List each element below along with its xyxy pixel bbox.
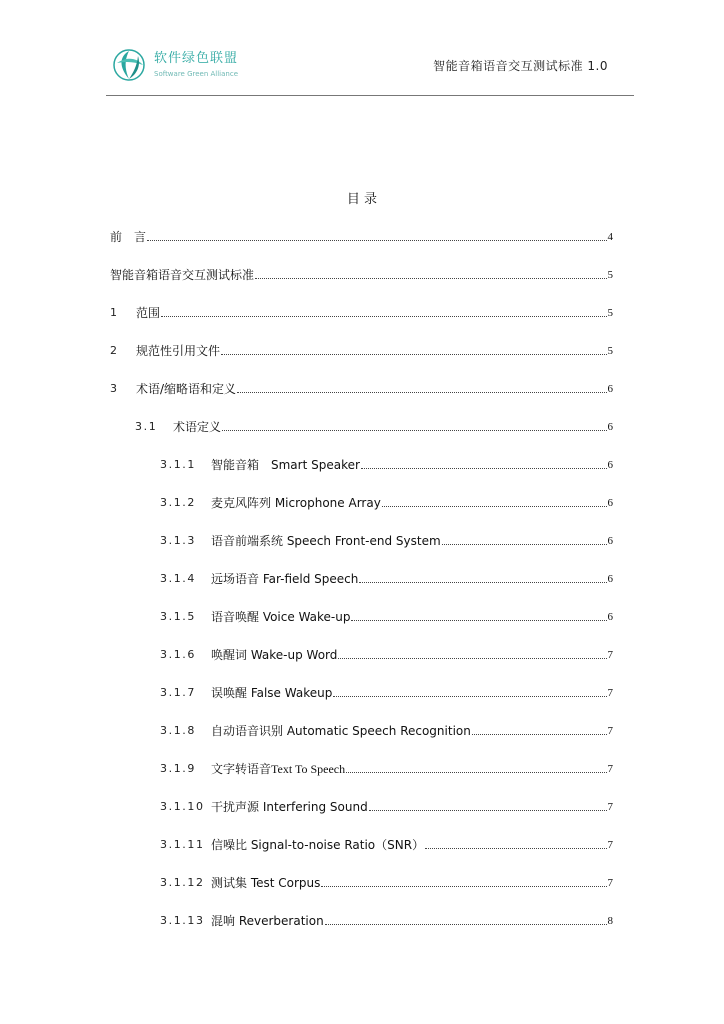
toc-entry-page: 6 [607,497,613,509]
toc-leader-dots [221,354,606,355]
table-of-contents [110,0,613,1024]
toc-entry[interactable] [160,872,613,890]
toc-entry-number: 3.1.11 [160,838,205,851]
toc-entry[interactable] [160,606,613,624]
toc-entry[interactable] [110,264,613,282]
toc-leader-dots [361,468,607,469]
toc-entry[interactable] [160,530,613,548]
org-name-en: Software Green Alliance [154,70,239,78]
toc-entry-title-en: Text To Speech [271,762,346,776]
toc-entry-page: 5 [607,307,613,319]
toc-entry[interactable] [160,910,613,928]
toc-entry-number: 3.1.5 [160,610,196,623]
toc-entry[interactable] [110,302,613,320]
toc-leader-dots [325,924,607,925]
toc-entry-title: 误唤醒 False Wakeup [211,686,333,700]
toc-leader-dots [442,544,607,545]
toc-entry-page: 7 [607,801,613,813]
toc-entry[interactable] [160,758,613,776]
toc-leader-dots [321,886,606,887]
toc-entry-page: 6 [607,573,613,585]
toc-leader-dots [472,734,607,735]
toc-entry-number: 3.1.13 [160,914,205,927]
toc-entry-page: 8 [607,915,613,927]
toc-entry-page: 6 [607,459,613,471]
toc-entry[interactable] [160,834,613,852]
toc-entry-number: 3.1.2 [160,496,196,509]
toc-entry-title: 智能音箱 Smart Speaker [211,458,360,472]
toc-entry[interactable] [160,568,613,586]
toc-heading: 目 录 [346,192,378,207]
toc-entry[interactable] [135,416,613,434]
toc-entry-page: 5 [607,269,613,281]
toc-entry-page: 6 [607,535,613,547]
toc-entry[interactable] [160,644,613,662]
toc-entry[interactable] [160,454,613,472]
toc-entry-page: 7 [607,877,613,889]
toc-entry[interactable] [110,378,613,396]
toc-entry-title: 自动语音识别 Automatic Speech Recognition [211,724,471,738]
toc-entry[interactable] [110,340,613,358]
toc-entry-page: 7 [607,649,613,661]
toc-entry-page: 6 [607,611,613,623]
toc-entry-page: 7 [607,687,613,699]
toc-leader-dots [369,810,607,811]
toc-leader-dots [147,240,606,241]
org-name-cn: 软件绿色联盟 [154,51,239,66]
toc-entry[interactable] [110,226,613,244]
toc-entry-page: 6 [607,383,613,395]
toc-entry-number: 3.1 [135,420,158,433]
toc-entry-title: 语音唤醒 Voice Wake-up [211,610,351,624]
toc-entry-title: 信噪比 Signal-to-noise Ratio（SNR） [211,838,425,852]
toc-entry[interactable] [160,682,613,700]
toc-entry-page: 5 [607,345,613,357]
toc-entry-number: 1 [110,306,119,319]
document-title: 智能音箱语音交互测试标准 1.0 [433,59,608,73]
toc-entry-title: 智能音箱语音交互测试标准 [110,268,255,282]
toc-entry-number: 3.1.4 [160,572,196,585]
toc-entry-title: 干扰声源 Interfering Sound [211,800,368,814]
toc-entry-title: 规范性引用文件 [136,344,221,358]
toc-entry-title: 范围 [136,306,161,320]
toc-entry-number: 3.1.9 [160,762,196,775]
toc-entry-title: 术语/缩略语和定义 [136,382,237,396]
toc-entry-number: 3.1.10 [160,800,205,813]
toc-entry-page: 4 [607,231,613,243]
toc-leader-dots [359,582,606,583]
toc-entry-title: 远场语音 Far-field Speech [211,572,359,586]
toc-entry-number: 3 [110,382,119,395]
toc-leader-dots [161,316,606,317]
toc-entry-title: 术语定义 [173,420,222,434]
toc-leader-dots [237,392,606,393]
toc-leader-dots [333,696,606,697]
toc-entry[interactable] [160,492,613,510]
toc-entry-title: 文字转语音 [211,762,272,776]
toc-leader-dots [425,848,606,849]
toc-leader-dots [255,278,606,279]
toc-entry-number: 3.1.6 [160,648,196,661]
toc-leader-dots [338,658,606,659]
toc-entry-title: 唤醒词 Wake-up Word [211,648,338,662]
toc-entry-number: 3.1.12 [160,876,205,889]
toc-entry-number: 2 [110,344,119,357]
toc-entry-title: 混响 Reverberation [211,914,324,928]
toc-entry-page: 7 [607,763,613,775]
toc-entry-number: 3.1.7 [160,686,196,699]
toc-entry-page: 6 [607,421,613,433]
toc-entry-number: 3.1.8 [160,724,196,737]
toc-entry-title: 语音前端系统 Speech Front-end System [211,534,441,548]
toc-entry[interactable] [160,720,613,738]
toc-entry-title: 测试集 Test Corpus [211,876,321,890]
toc-entry-title: 麦克风阵列 Microphone Array [211,496,381,510]
toc-entry-number: 3.1.1 [160,458,196,471]
toc-leader-dots [222,430,606,431]
toc-entry[interactable] [160,796,613,814]
toc-leader-dots [346,772,606,773]
toc-entry-page: 7 [607,725,613,737]
toc-leader-dots [351,620,606,621]
toc-entry-title: 前 言 [110,230,147,244]
toc-leader-dots [382,506,607,507]
toc-entry-page: 7 [607,839,613,851]
toc-entry-number: 3.1.3 [160,534,196,547]
